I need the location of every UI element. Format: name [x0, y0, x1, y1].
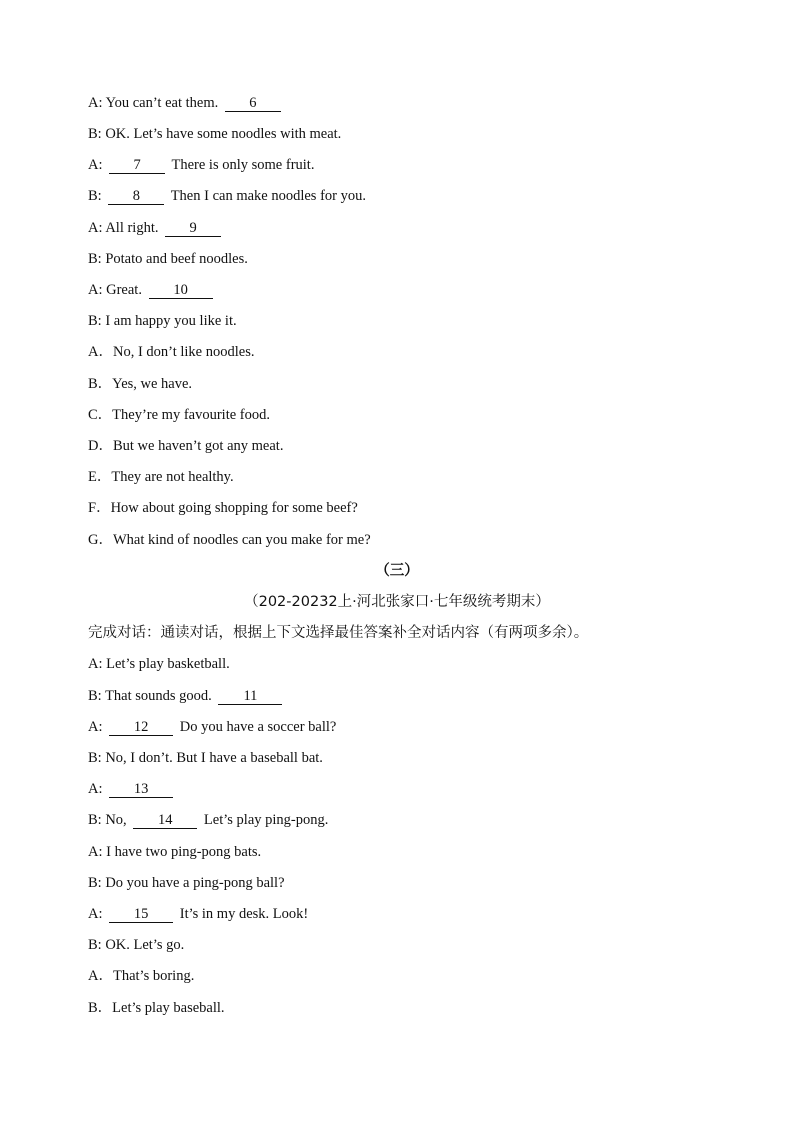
- dialogue-line: [88, 281, 216, 299]
- option-item: A．That’s boring.: [88, 968, 195, 984]
- answer-blank: 13: [109, 781, 173, 798]
- option-item: B．Yes, we have.: [88, 376, 193, 392]
- dialogue-line: [88, 94, 284, 112]
- line-text: Let’s play ping-pong.: [203, 812, 329, 828]
- line-text: A:: [88, 719, 103, 735]
- answer-blank: 15: [109, 906, 173, 923]
- dialogue-line: [88, 718, 336, 736]
- section-title: （三）: [375, 563, 419, 579]
- answer-blank: 7: [109, 157, 165, 174]
- dialogue-line: [88, 811, 328, 829]
- answer-blank: 12: [109, 719, 173, 736]
- option-item: G．What kind of noodles can you make for me?: [88, 532, 371, 548]
- line-text: A:: [88, 906, 103, 922]
- dialogue-line: [88, 187, 366, 205]
- answer-blank: 11: [218, 688, 282, 705]
- option-item: D．But we haven’t got any meat.: [88, 438, 284, 454]
- dialogue-line: B: No, I don’t. But I have a baseball bat.: [88, 750, 323, 766]
- dialogue-line: B: I am happy you like it.: [88, 313, 237, 329]
- option-item: C．They’re my favourite food.: [88, 407, 271, 423]
- dialogue-line: B: Do you have a ping-pong ball?: [88, 875, 285, 891]
- dialogue-line: A: I have two ping-pong bats.: [88, 844, 262, 860]
- line-text: Do you have a soccer ball?: [179, 719, 337, 735]
- option-item: E．They are not healthy.: [88, 469, 234, 485]
- section-instruction: 完成对话：通读对话，根据上下文选择最佳答案补全对话内容（有两项多余）。: [88, 625, 589, 641]
- option-item: B．Let’s play baseball.: [88, 1000, 225, 1016]
- line-text: Then I can make noodles for you.: [170, 188, 366, 204]
- line-text: B: No,: [88, 812, 127, 828]
- line-text: B:: [88, 188, 102, 204]
- line-text: A: All right.: [88, 220, 159, 236]
- dialogue-line: [88, 687, 285, 705]
- dialogue-line: [88, 156, 314, 174]
- option-item: A．No, I don’t like noodles.: [88, 344, 255, 360]
- line-text: There is only some fruit.: [171, 157, 315, 173]
- dialogue-line: [88, 780, 176, 798]
- dialogue-line: B: Potato and beef noodles.: [88, 251, 248, 267]
- option-item: F．How about going shopping for some beef?: [88, 500, 358, 516]
- line-text: A:: [88, 781, 103, 797]
- dialogue-line: [88, 905, 308, 923]
- answer-blank: 8: [108, 188, 164, 205]
- line-text: A: Great.: [88, 282, 142, 298]
- answer-blank: 6: [225, 95, 281, 112]
- answer-blank: 14: [133, 812, 197, 829]
- dialogue-line: B: OK. Let’s go.: [88, 937, 185, 953]
- section-source: （202-20232上·河北张家口·七年级统考期末）: [244, 594, 550, 610]
- line-text: B: That sounds good.: [88, 688, 212, 704]
- dialogue-line: B: OK. Let’s have some noodles with meat.: [88, 126, 342, 142]
- dialogue-line: [88, 219, 224, 237]
- dialogue-line: A: Let’s play basketball.: [88, 656, 230, 672]
- answer-blank: 9: [165, 220, 221, 237]
- line-text: A: You can’t eat them.: [88, 95, 219, 111]
- answer-blank: 10: [149, 282, 213, 299]
- line-text: It’s in my desk. Look!: [179, 906, 309, 922]
- line-text: A:: [88, 157, 103, 173]
